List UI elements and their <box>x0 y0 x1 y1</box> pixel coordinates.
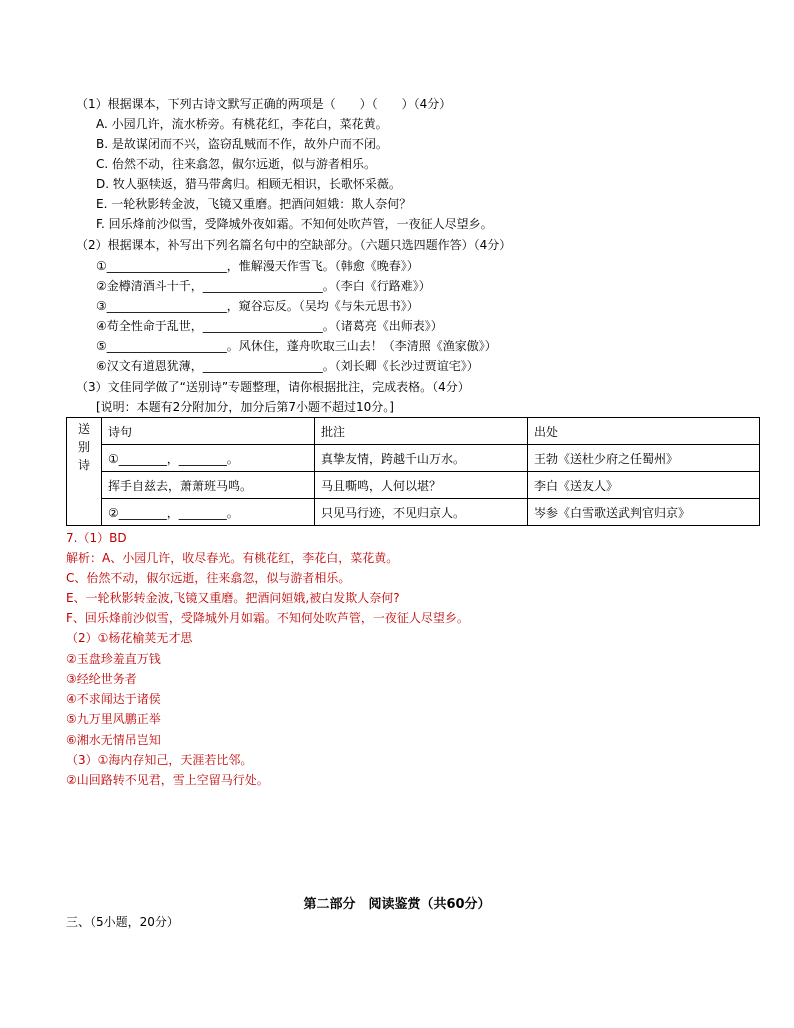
q3-note: [说明：本题有2分附加分，加分后第7小题不超过10分。] <box>96 400 394 414</box>
answer-line: ④不求闻达于诸侯 <box>66 692 161 706</box>
q2-item-2: ②金樽清酒斗十千，____________________。（李白《行路难》） <box>96 279 431 293</box>
table-header-source: 出处 <box>528 418 760 445</box>
table-cell: 李白《送友人》 <box>528 472 760 499</box>
q2-item-1: ①____________________，惟解漫天作雪飞。（韩愈《晚春》） <box>96 259 419 273</box>
answer-line: ②玉盘珍羞直万钱 <box>66 652 161 666</box>
table-cell: 挥手自兹去，萧萧班马鸣。 <box>102 472 315 499</box>
answer-line: （2）①杨花榆荚无才思 <box>66 631 193 645</box>
q1-prompt: （1）根据课本，下列古诗文默写正确的两项是（ ）（ ）（4分） <box>76 97 452 111</box>
table-cell: 马且嘶鸣，人何以堪？ <box>315 472 528 499</box>
q2-item-3: ③____________________，窥谷忘反。（吴均《与朱元思书》） <box>96 299 419 313</box>
answer-line: E、一轮秋影转金波,飞镜又重磨。把酒问姮娥,被白发欺人奈何? <box>66 591 400 605</box>
answer-line: （3）①海内存知己，天涯若比邻。 <box>66 753 253 767</box>
q1-option-e: E. 一轮秋影转金波，飞镜又重磨。把酒问姮娥：欺人奈何？ <box>96 197 412 211</box>
table-header-poem: 诗句 <box>102 418 315 445</box>
q1-option-d: D. 牧人驱犊返，猎马带禽归。相顾无相识，长歌怀采薇。 <box>96 177 401 191</box>
answer-line: C、佁然不动，俶尔远逝，往来翕忽，似与游者相乐。 <box>66 571 351 585</box>
answer-line: 解析：A、小园几许，收尽春光。有桃花红，李花白，菜花黄。 <box>66 551 399 565</box>
table-row <box>67 445 760 472</box>
answer-line: ⑥湘水无情吊岂知 <box>66 733 161 747</box>
q1-option-f: F. 回乐烽前沙似雪，受降城外夜如霜。不知何处吹芦管，一夜征人尽望乡。 <box>96 217 493 231</box>
section-title: 第二部分 阅读鉴赏（共60分） <box>303 897 491 912</box>
q1-option-b: B. 是故谋闭而不兴，盗窃乱贼而不作，故外户而不闭。 <box>96 137 388 151</box>
q1-option-c: C. 佁然不动，往来翕忽，俶尔远逝，似与游者相乐。 <box>96 157 377 171</box>
q2-item-6: ⑥汉文有道恩犹薄，____________________。（刘长卿《长沙过贾谊宅》） <box>96 359 479 373</box>
q2-item-5: ⑤____________________。风休住，蓬舟吹取三山去！（李清照《渔家傲》） <box>96 339 497 353</box>
q3-prompt: （3）文佳同学做了“送别诗”专题整理，请你根据批注，完成表格。（4分） <box>76 380 470 394</box>
table-side-label: 送别诗 <box>67 418 102 526</box>
answer-line: ③经纶世务者 <box>66 672 137 686</box>
table-cell: 王勃《送杜少府之任蜀州》 <box>528 445 760 472</box>
table-cell: ①________，________。 <box>102 445 315 472</box>
answer-line: 7.（1）BD <box>66 531 127 545</box>
table-header-note: 批注 <box>315 418 528 445</box>
section-subtitle: 三、（5小题，20分） <box>66 915 179 929</box>
table-cell: ②________，________。 <box>102 499 315 526</box>
table-row <box>67 472 760 499</box>
table-cell: 岑参《白雪歌送武判官归京》 <box>528 499 760 526</box>
table-cell: 只见马行迹，不见归京人。 <box>315 499 528 526</box>
q2-item-4: ④苟全性命于乱世，____________________。（诸葛亮《出师表》） <box>96 319 443 333</box>
answer-line: ②山回路转不见君，雪上空留马行处。 <box>66 773 269 787</box>
table-row <box>67 418 760 445</box>
answer-line: ⑤九万里风鹏正举 <box>66 712 161 726</box>
table-row <box>67 499 760 526</box>
q2-prompt: （2）根据课本，补写出下列名篇名句中的空缺部分。（六题只选四题作答）（4分） <box>76 238 512 252</box>
q1-option-a: A. 小园几许，流水桥旁。有桃花红，李花白，菜花黄。 <box>96 117 388 131</box>
answer-line: F、回乐烽前沙似雪，受降城外月如霜。不知何处吹芦管，一夜征人尽望乡。 <box>66 611 469 625</box>
farewell-poem-table <box>66 417 760 526</box>
table-cell: 真挚友情，跨越千山万水。 <box>315 445 528 472</box>
